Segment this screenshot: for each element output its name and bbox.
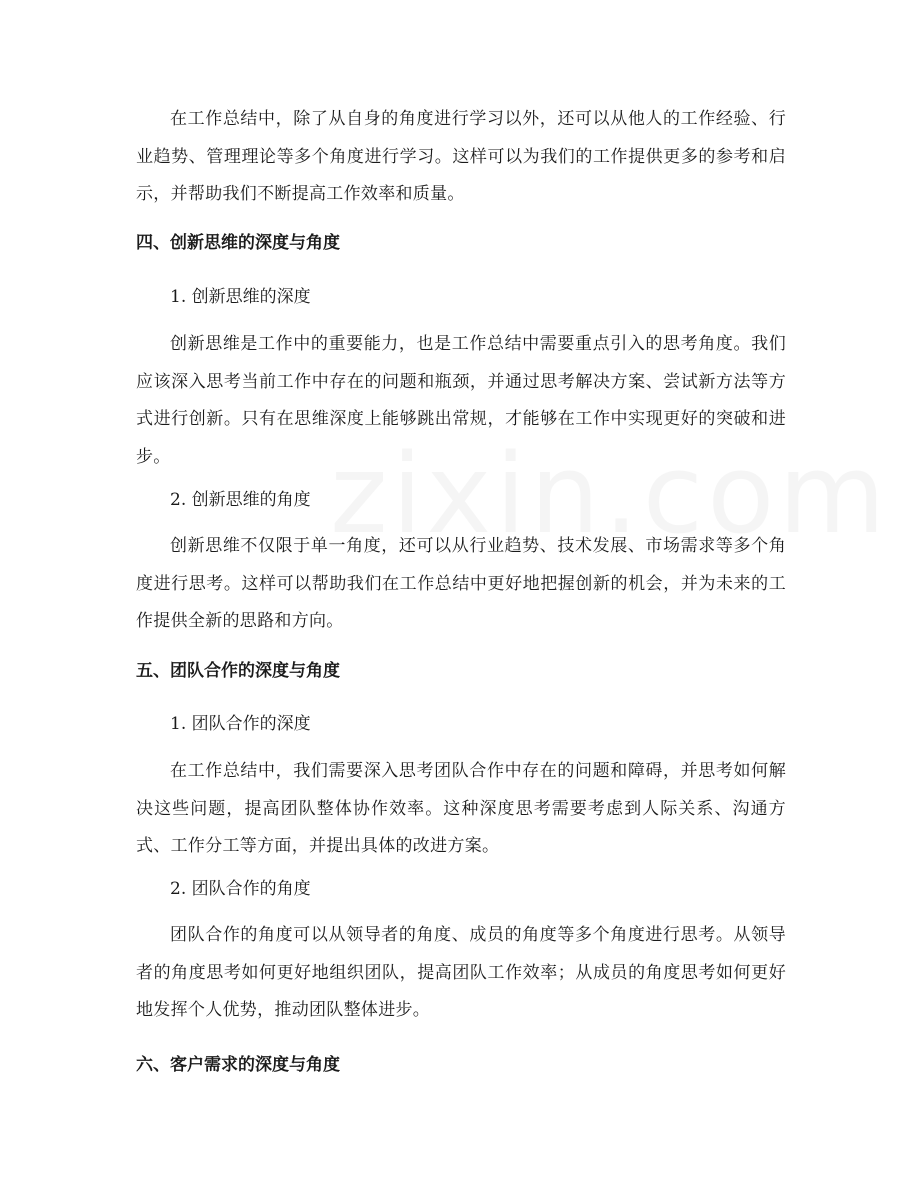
subheading-4-2: 2. 创新思维的角度	[170, 490, 311, 510]
paragraph-teamwork-angle: 团队合作的角度可以从领导者的角度、成员的角度等多个角度进行思考。从领导者的角度思考如何更好地组织团队，提高团队工作效率；从成员的角度思考如何更好地发挥个人优势，推动团队整体进步。	[136, 925, 786, 1020]
section-heading-5: 五、团队合作的深度与角度	[136, 661, 340, 681]
paragraph-learning: 在工作总结中，除了从自身的角度进行学习以外，还可以从他人的工作经验、行业趋势、管理理论等多个角度进行学习。这样可以为我们的工作提供更多的参考和启示，并帮助我们不断提高工作效率和质量。	[136, 109, 786, 204]
subheading-4-1: 1. 创新思维的深度	[170, 287, 311, 307]
paragraph-innovation-depth: 创新思维是工作中的重要能力，也是工作总结中需要重点引入的思考角度。我们应该深入思考当前工作中存在的问题和瓶颈，并通过思考解决方案、尝试新方法等方式进行创新。只有在思维深度上能够跳出常规，才能够在工作中实现更好的突破和进步。	[136, 334, 786, 467]
paragraph-teamwork-depth: 在工作总结中，我们需要深入思考团队合作中存在的问题和障碍，并思考如何解决这些问题，提高团队整体协作效率。这种深度思考需要考虑到人际关系、沟通方式、工作分工等方面，并提出具体的改进方案。	[136, 761, 786, 856]
section-heading-4: 四、创新思维的深度与角度	[136, 233, 340, 253]
section-heading-6: 六、客户需求的深度与角度	[136, 1055, 340, 1075]
paragraph-innovation-angle: 创新思维不仅限于单一角度，还可以从行业趋势、技术发展、市场需求等多个角度进行思考。这样可以帮助我们在工作总结中更好地把握创新的机会，并为未来的工作提供全新的思路和方向。	[136, 536, 786, 631]
subheading-5-1: 1. 团队合作的深度	[170, 714, 311, 734]
subheading-5-2: 2. 团队合作的角度	[170, 879, 311, 899]
